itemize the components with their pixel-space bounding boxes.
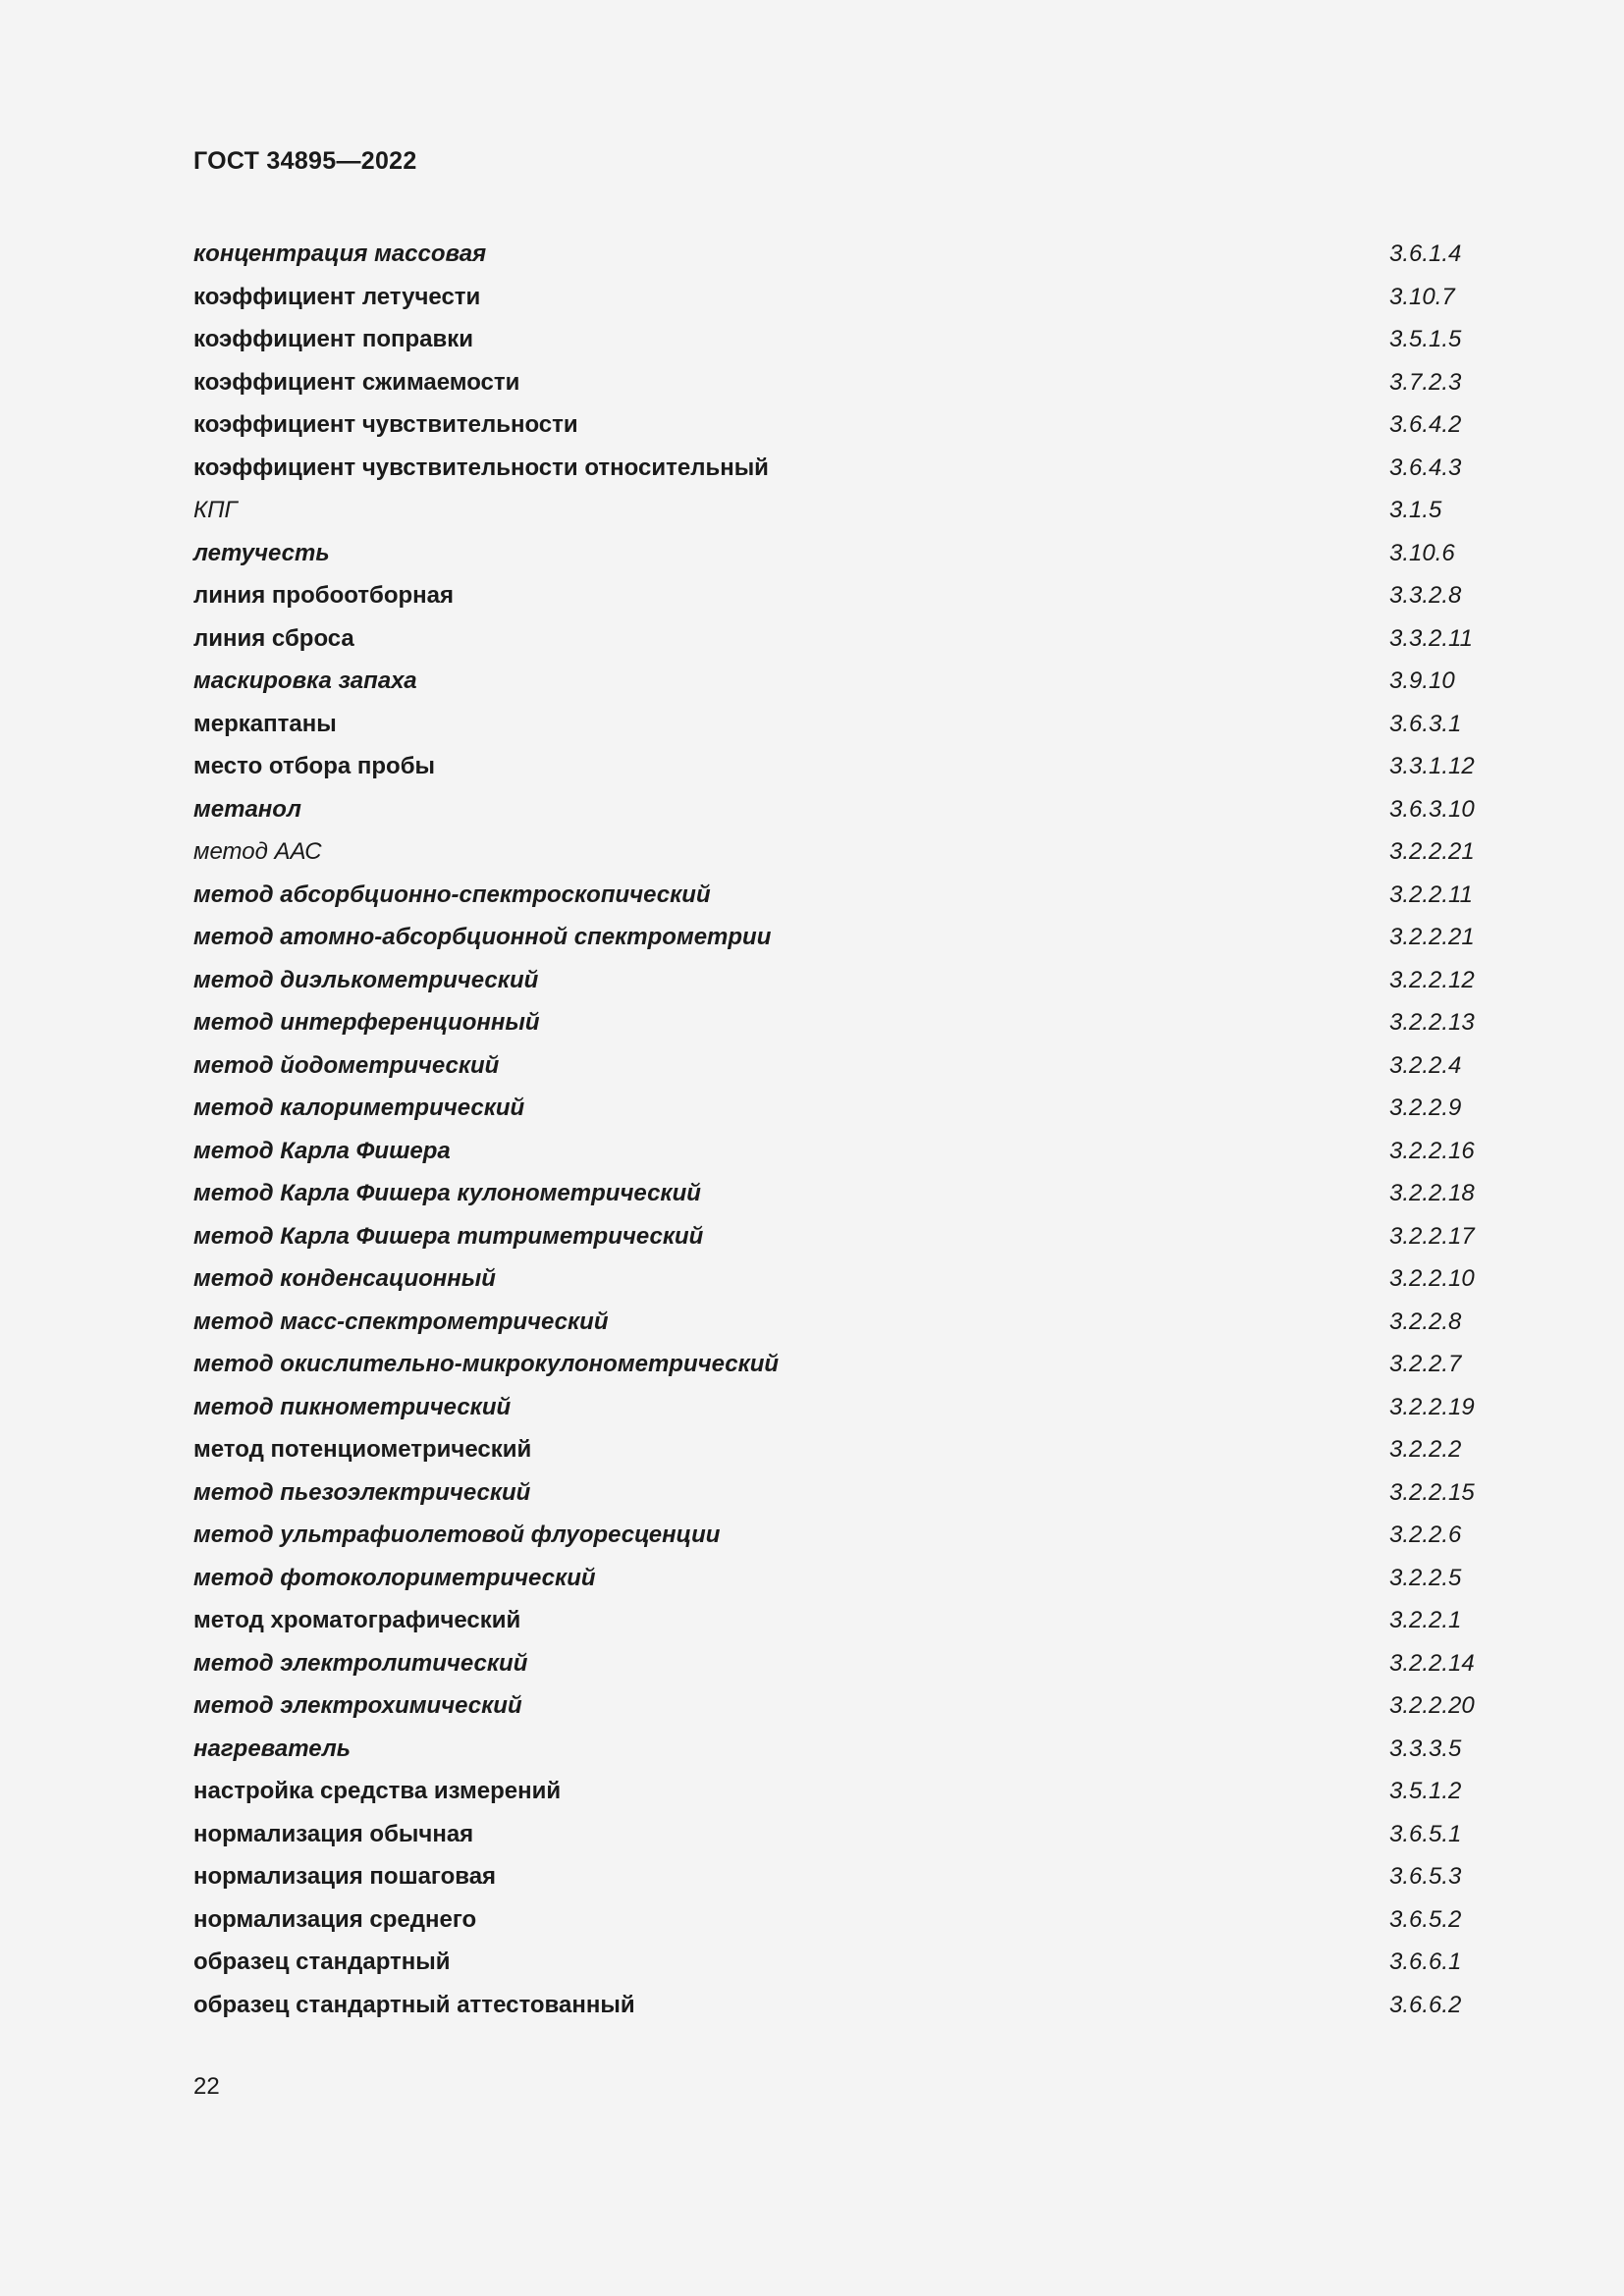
index-term: метод Карла Фишера титриметрический bbox=[193, 1222, 704, 1250]
index-term: линия пробоотборная bbox=[193, 582, 455, 609]
index-entry bbox=[193, 1557, 1489, 1600]
index-entry bbox=[193, 1044, 1489, 1088]
index-reference: 3.2.2.7 bbox=[1389, 1351, 1462, 1377]
index-reference: 3.2.2.14 bbox=[1389, 1649, 1475, 1677]
index-entry bbox=[193, 788, 1489, 831]
index-reference: 3.6.5.2 bbox=[1389, 1905, 1462, 1933]
index-term: коэффициент чувствительности относительный bbox=[193, 454, 769, 481]
index-reference: 3.9.10 bbox=[1389, 667, 1455, 694]
index-entry bbox=[193, 1813, 1489, 1856]
index-entry bbox=[193, 361, 1489, 404]
index-reference: 3.3.3.5 bbox=[1389, 1735, 1462, 1762]
index-reference: 3.6.1.4 bbox=[1389, 240, 1462, 267]
index-term: метод масс-спектрометрический bbox=[193, 1308, 609, 1335]
index-term: коэффициент поправки bbox=[193, 326, 473, 352]
index-reference: 3.5.1.2 bbox=[1389, 1778, 1462, 1804]
index-term: нормализация обычная bbox=[193, 1820, 474, 1847]
index-entry bbox=[193, 532, 1489, 575]
index-reference: 3.10.6 bbox=[1389, 539, 1455, 566]
index-entry bbox=[193, 660, 1489, 703]
index-reference: 3.2.2.1 bbox=[1389, 1607, 1462, 1633]
index-term: метод ААС bbox=[193, 838, 322, 865]
index-entry bbox=[193, 874, 1489, 917]
index-reference: 3.2.2.8 bbox=[1389, 1308, 1462, 1335]
index-term: метод ультрафиолетовой флуоресценции bbox=[193, 1522, 721, 1548]
index-term: метанол bbox=[193, 795, 301, 823]
index-term: летучесть bbox=[193, 539, 330, 566]
index-entry bbox=[193, 1172, 1489, 1215]
index-reference: 3.5.1.5 bbox=[1389, 326, 1462, 352]
index-reference: 3.6.6.1 bbox=[1389, 1949, 1462, 1975]
index-entry bbox=[193, 1087, 1489, 1130]
index-entry bbox=[193, 703, 1489, 746]
index-entry bbox=[193, 1428, 1489, 1471]
index-reference: 3.6.6.2 bbox=[1389, 1991, 1462, 2018]
index-entry bbox=[193, 1386, 1489, 1429]
index-reference: 3.6.4.3 bbox=[1389, 454, 1462, 481]
index-reference: 3.10.7 bbox=[1389, 283, 1455, 310]
index-entry bbox=[193, 830, 1489, 874]
index-term: метод интерференционный bbox=[193, 1009, 540, 1036]
index-entry bbox=[193, 1984, 1489, 2027]
index-entry bbox=[193, 1941, 1489, 1984]
index-entry bbox=[193, 318, 1489, 361]
index-reference: 3.3.1.12 bbox=[1389, 753, 1475, 779]
index-reference: 3.3.2.8 bbox=[1389, 582, 1462, 609]
index-entry bbox=[193, 1898, 1489, 1942]
index-reference: 3.2.2.16 bbox=[1389, 1137, 1475, 1164]
index-term: образец стандартный bbox=[193, 1949, 451, 1975]
index-reference: 3.7.2.3 bbox=[1389, 368, 1462, 396]
index-term: метод электролитический bbox=[193, 1649, 528, 1677]
index-entry bbox=[193, 574, 1489, 617]
index-term: концентрация массовая bbox=[193, 240, 487, 267]
index-reference: 3.2.2.10 bbox=[1389, 1265, 1475, 1292]
index-entry bbox=[193, 916, 1489, 959]
index-term: метод электрохимический bbox=[193, 1692, 522, 1719]
index-term: коэффициент чувствительности bbox=[193, 411, 578, 438]
index-term: метод окислительно-микрокулонометрический bbox=[193, 1351, 780, 1377]
index-term: метод конденсационный bbox=[193, 1265, 496, 1292]
index-term: нагреватель bbox=[193, 1735, 352, 1762]
index-entry bbox=[193, 1130, 1489, 1173]
index-reference: 3.6.3.10 bbox=[1389, 795, 1475, 823]
index-reference: 3.2.2.15 bbox=[1389, 1478, 1475, 1506]
index-entry bbox=[193, 1001, 1489, 1044]
index-reference: 3.6.5.3 bbox=[1389, 1863, 1462, 1890]
index-term: метод атомно-абсорбционной спектрометрии bbox=[193, 924, 772, 950]
index-term: метод абсорбционно-спектроскопический bbox=[193, 881, 711, 908]
index-reference: 3.2.2.5 bbox=[1389, 1564, 1462, 1591]
page-header: ГОСТ 34895—2022 bbox=[193, 147, 417, 175]
index-term: метод Карла Фишера bbox=[193, 1137, 451, 1164]
index-reference: 3.2.2.6 bbox=[1389, 1522, 1462, 1548]
index-reference: 3.2.2.21 bbox=[1389, 838, 1475, 865]
index-entry bbox=[193, 1215, 1489, 1258]
index-reference: 3.2.2.11 bbox=[1389, 881, 1473, 908]
index-reference: 3.2.2.20 bbox=[1389, 1692, 1475, 1719]
index-term: маскировка запаха bbox=[193, 667, 417, 694]
index-entry bbox=[193, 276, 1489, 319]
index-entry bbox=[193, 1770, 1489, 1813]
index-term: меркаптаны bbox=[193, 710, 337, 737]
index-list bbox=[193, 233, 1489, 2026]
index-term: метод диэлькометрический bbox=[193, 966, 539, 993]
index-entry bbox=[193, 1599, 1489, 1642]
index-reference: 3.2.2.13 bbox=[1389, 1009, 1475, 1036]
index-entry bbox=[193, 1855, 1489, 1898]
index-entry bbox=[193, 1642, 1489, 1685]
index-reference: 3.1.5 bbox=[1389, 497, 1442, 523]
index-entry bbox=[193, 447, 1489, 490]
index-term: КПГ bbox=[193, 497, 238, 523]
index-term: место отбора пробы bbox=[193, 753, 436, 779]
index-reference: 3.2.2.2 bbox=[1389, 1436, 1462, 1463]
page-number: 22 bbox=[193, 2073, 220, 2100]
index-reference: 3.2.2.21 bbox=[1389, 924, 1475, 950]
index-term: метод потенциометрический bbox=[193, 1436, 532, 1463]
index-reference: 3.2.2.9 bbox=[1389, 1095, 1462, 1121]
index-term: нормализация пошаговая bbox=[193, 1863, 497, 1890]
index-entry bbox=[193, 617, 1489, 661]
index-entry bbox=[193, 745, 1489, 788]
index-term: метод Карла Фишера кулонометрический bbox=[193, 1180, 701, 1206]
index-term: настройка средства измерений bbox=[193, 1778, 562, 1804]
index-reference: 3.6.5.1 bbox=[1389, 1820, 1462, 1847]
index-entry bbox=[193, 403, 1489, 447]
index-reference: 3.2.2.4 bbox=[1389, 1051, 1462, 1079]
index-reference: 3.3.2.11 bbox=[1389, 624, 1473, 652]
index-term: коэффициент летучести bbox=[193, 283, 481, 310]
index-entry bbox=[193, 1343, 1489, 1386]
index-reference: 3.2.2.19 bbox=[1389, 1393, 1475, 1420]
index-term: метод калориметрический bbox=[193, 1095, 525, 1121]
index-term: коэффициент сжимаемости bbox=[193, 368, 520, 396]
index-term: линия сброса bbox=[193, 624, 354, 652]
index-reference: 3.6.4.2 bbox=[1389, 411, 1462, 438]
index-term: метод пикнометрический bbox=[193, 1393, 512, 1420]
index-reference: 3.2.2.12 bbox=[1389, 966, 1475, 993]
index-term: метод хроматографический bbox=[193, 1607, 521, 1633]
index-term: метод фотоколориметрический bbox=[193, 1564, 596, 1591]
index-entry bbox=[193, 233, 1489, 276]
index-term: образец стандартный аттестованный bbox=[193, 1991, 635, 2018]
index-term: нормализация среднего bbox=[193, 1905, 477, 1933]
index-reference: 3.6.3.1 bbox=[1389, 710, 1462, 737]
index-term: метод йодометрический bbox=[193, 1051, 500, 1079]
index-entry bbox=[193, 1471, 1489, 1515]
index-entry bbox=[193, 1728, 1489, 1771]
index-reference: 3.2.2.17 bbox=[1389, 1222, 1475, 1250]
index-entry bbox=[193, 489, 1489, 532]
index-entry bbox=[193, 1257, 1489, 1301]
index-term: метод пьезоэлектрический bbox=[193, 1478, 531, 1506]
index-entry bbox=[193, 1684, 1489, 1728]
index-reference: 3.2.2.18 bbox=[1389, 1180, 1475, 1206]
index-entry bbox=[193, 1514, 1489, 1557]
index-entry bbox=[193, 959, 1489, 1002]
index-entry bbox=[193, 1301, 1489, 1344]
